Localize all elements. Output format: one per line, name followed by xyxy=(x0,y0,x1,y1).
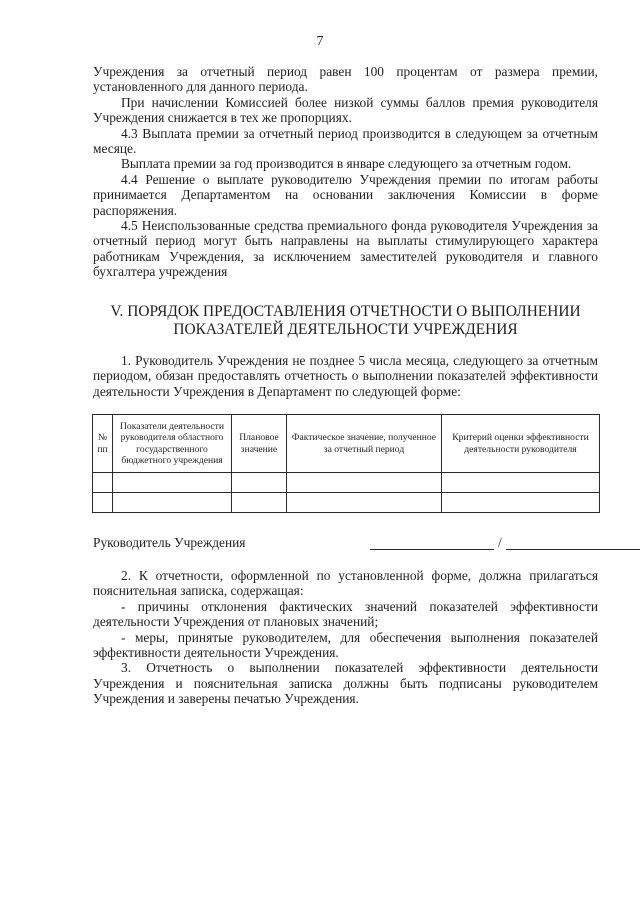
table-cell xyxy=(442,493,600,513)
page-number: 7 xyxy=(316,34,324,49)
paragraph-annual-premium: Выплата премии за год производится в январе следующего за отчетным годом. xyxy=(121,156,572,172)
paragraph-4-3: 4.3 Выплата премии за отчетный период производится в следующем за отчетным месяце. xyxy=(93,125,598,157)
paragraph-premium-percent: Учреждения за отчетный период равен 100 процентам от размера премии, установленного для данного периода. xyxy=(93,64,598,95)
header-indicators: Показатели деятельности руководителя областного государственного бюджетного учреждения xyxy=(113,415,232,473)
signature-label: Руководитель Учреждения xyxy=(93,535,246,550)
section-heading xyxy=(93,303,598,338)
table-cell xyxy=(113,493,232,513)
table-row xyxy=(93,493,600,513)
paragraph-4-4: 4.4 Решение о выплате руководителю Учреждения премии по итогам работы принимается Департаментом на основании заключения Комиссии в форме распоряжения. xyxy=(93,171,598,218)
paragraph-lower-score: При начислении Комиссией более низкой суммы баллов премия руководителя Учреждения снижается в тех же пропорциях. xyxy=(93,94,598,126)
intro-block xyxy=(93,353,598,399)
table-cell xyxy=(287,493,442,513)
paragraph-explanatory-note: 2. К отчетности, оформленной по установленной форме, должна прилагаться пояснительная записка, содержащая: xyxy=(93,568,598,599)
name-blank xyxy=(506,549,640,550)
paragraph-deviation-reasons: - причины отклонения фактических значений показателей эффективности деятельности Учреждения от плановых значений; xyxy=(93,598,598,630)
table-cell xyxy=(113,473,232,493)
table-cell xyxy=(442,473,600,493)
table-header-row xyxy=(93,415,600,473)
signature-blank xyxy=(370,549,494,550)
table-cell xyxy=(232,493,287,513)
signature-line xyxy=(93,535,598,553)
table-cell xyxy=(232,473,287,493)
section-heading-line1: V. ПОРЯДОК ПРЕДОСТАВЛЕНИЯ ОТЧЕТНОСТИ О ВЫПОЛНЕНИИ xyxy=(110,303,581,320)
table-row xyxy=(93,473,600,493)
table-cell xyxy=(93,493,113,513)
header-actual-value: Фактическое значение, полученное за отчетный период xyxy=(287,415,442,473)
signature-separator: / xyxy=(498,535,502,550)
paragraph-signing: 3. Отчетность о выполнении показателей эффективности деятельности Учреждения и пояснительная записка должны быть подписаны руководителем Учреждения и заверены печатью Учреждения. xyxy=(93,660,598,707)
header-number: № пп xyxy=(93,415,113,473)
paragraph-measures-taken: - меры, принятые руководителем, для обеспечения выполнения показателей эффективности деятельности Учреждения. xyxy=(93,629,598,661)
table-cell xyxy=(93,473,113,493)
top-text-block xyxy=(93,64,598,280)
paragraph-reporting-deadline: 1. Руководитель Учреждения не позднее 5 числа месяца, следующего за отчетным периодом, обязан предоставлять отчетность о выполнении показателей эффективности деятельности Учреждения в Департамент по следующей форме: xyxy=(93,353,598,399)
paragraph-4-5: 4.5 Неиспользованные средства премиального фонда руководителя Учреждения за отчетный период могут быть направлены на выплаты стимулирующего характера работникам Учреждения, за исключением заместителей руководителя и главного бухгалтера учреждения xyxy=(93,218,598,280)
section-heading-line2: ПОКАЗАТЕЛЕЙ ДЕЯТЕЛЬНОСТИ УЧРЕЖДЕНИЯ xyxy=(173,320,518,338)
header-evaluation-criterion: Критерий оценки эффективности деятельности руководителя xyxy=(442,415,600,473)
bottom-text-block xyxy=(93,568,598,707)
report-form-table xyxy=(92,414,600,513)
header-planned-value: Плановое значение xyxy=(232,415,287,473)
table-cell xyxy=(287,473,442,493)
